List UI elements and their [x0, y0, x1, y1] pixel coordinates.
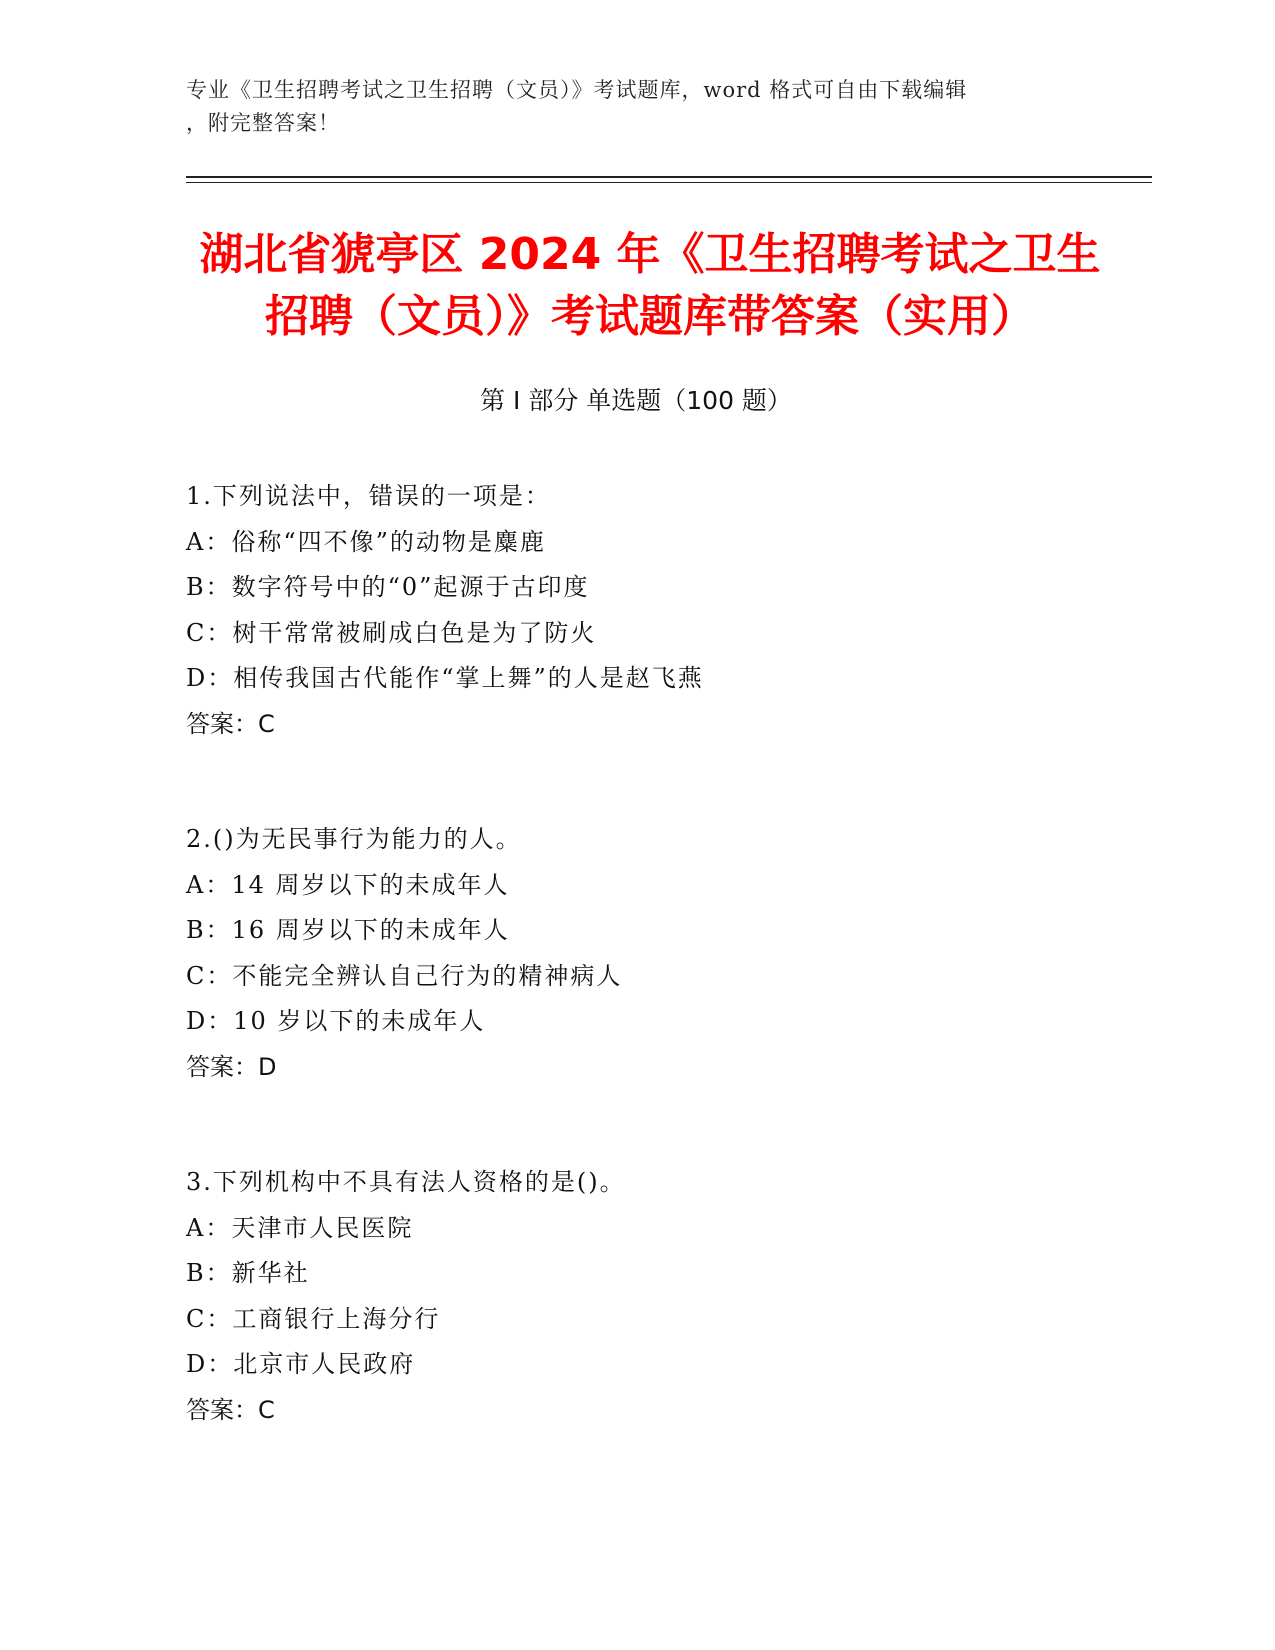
question-list: [186, 474, 1146, 1503]
question-2: [186, 817, 1146, 1090]
question-stem: 3.下列机构中不具有法人资格的是()。: [186, 1168, 626, 1196]
option-d: D：相传我国古代能作“掌上舞”的人是赵飞燕: [186, 664, 704, 692]
header-note-line-2: ，附完整答案！: [186, 111, 340, 135]
answer: 答案：C: [186, 709, 275, 738]
option-d: D：10 岁以下的未成年人: [186, 1007, 486, 1035]
question-1: [186, 474, 1146, 747]
header-divider-thin: [186, 182, 1152, 183]
option-c: C：树干常常被刷成白色是为了防火: [186, 618, 597, 647]
answer: 答案：D: [186, 1052, 277, 1081]
option-b: B：新华社: [186, 1259, 310, 1287]
document-title-line-2: 招聘（文员）》考试题库带答案（实用）: [265, 291, 1035, 342]
option-c: C：不能完全辨认自己行为的精神病人: [186, 961, 623, 990]
question-stem: 1.下列说法中，错误的一项是：: [186, 482, 551, 510]
answer: 答案：C: [186, 1395, 275, 1424]
document-title: [170, 224, 1130, 348]
option-c: C：工商银行上海分行: [186, 1304, 441, 1333]
option-a: A：俗称“四不像”的动物是麋鹿: [186, 527, 546, 556]
header-note: [186, 74, 1086, 140]
header-divider-thick: [186, 176, 1152, 178]
question-3: [186, 1160, 1146, 1433]
option-a: A：14 周岁以下的未成年人: [186, 870, 510, 899]
option-d: D：北京市人民政府: [186, 1350, 416, 1378]
document-title-line-1: 湖北省猇亭区 2024 年《卫生招聘考试之卫生: [199, 229, 1101, 280]
option-b: B：16 周岁以下的未成年人: [186, 916, 510, 944]
section-title: 第 I 部分 单选题（100 题）: [480, 386, 792, 415]
question-stem: 2.()为无民事行为能力的人。: [186, 825, 522, 853]
option-b: B：数字符号中的“0”起源于古印度: [186, 573, 590, 601]
option-a: A：天津市人民医院: [186, 1213, 414, 1242]
header-note-line-1: 专业《卫生招聘考试之卫生招聘（文员）》考试题库，word 格式可自由下载编辑: [186, 78, 968, 102]
